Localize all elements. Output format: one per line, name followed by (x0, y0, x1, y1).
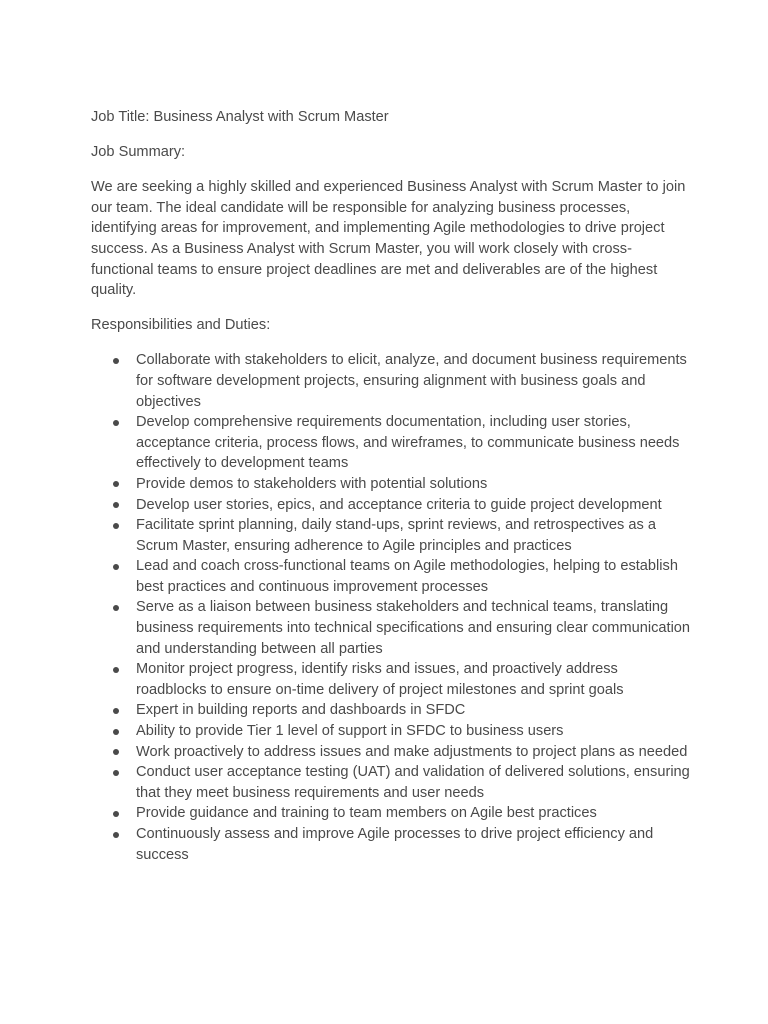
list-item (91, 721, 691, 742)
list-item (91, 824, 691, 865)
list-item (91, 700, 691, 721)
summary-heading: Job Summary: (91, 144, 186, 161)
list-item-text: Collaborate with stakeholders to elicit, analyze, and document business requirements for software development projects, ensuring alignment with business goals and objectives (136, 352, 687, 410)
responsibilities-heading: Responsibilities and Duties: (91, 317, 271, 334)
bullet-icon (113, 708, 119, 714)
bullet-icon (113, 770, 119, 776)
list-item-text: Provide guidance and training to team members on Agile best practices (136, 805, 597, 822)
list-item (91, 474, 691, 495)
list-item-text: Conduct user acceptance testing (UAT) and validation of delivered solutions, ensuring that they meet business requirements and user needs (136, 764, 690, 801)
list-item-text: Develop comprehensive requirements documentation, including user stories, acceptance criteria, process flows, and wireframes, to communicate business needs effectively to development teams (136, 414, 680, 472)
list-item-text: Expert in building reports and dashboards in SFDC (136, 702, 466, 719)
bullet-icon (113, 420, 119, 426)
bullet-icon (113, 749, 119, 755)
list-item-text: Ability to provide Tier 1 level of support in SFDC to business users (136, 723, 564, 740)
list-item-text: Develop user stories, epics, and acceptance criteria to guide project development (136, 496, 662, 513)
bullet-icon (113, 811, 119, 817)
list-item (91, 350, 691, 412)
document-content (91, 107, 691, 865)
list-item (91, 495, 691, 516)
bullet-icon (113, 729, 119, 735)
list-item (91, 515, 691, 556)
bullet-icon (113, 832, 119, 838)
list-item-text: Provide demos to stakeholders with potential solutions (136, 475, 488, 492)
summary-paragraph: We are seeking a highly skilled and experienced Business Analyst with Scrum Master to join our team. The ideal candidate will be responsible for analyzing business processes, identifying areas for improvement, and implementing Agile methodologies to drive project success. As a Business Analyst with Scrum Master, you will work closely with cross-functional teams to ensure project deadlines are met and deliverables are of the highest quality. (91, 179, 686, 299)
list-item-text: Monitor project progress, identify risks and issues, and proactively address roadblocks to ensure on-time delivery of project milestones and sprint goals (136, 661, 624, 698)
list-item (91, 412, 691, 474)
job-title: Job Title: Business Analyst with Scrum Master (91, 109, 389, 125)
responsibilities-list (91, 350, 691, 865)
list-item-text: Lead and coach cross-functional teams on Agile methodologies, helping to establish best practices and continuous improvement processes (136, 558, 678, 595)
bullet-icon (113, 523, 119, 529)
list-item (91, 659, 691, 700)
bullet-icon (113, 667, 119, 673)
list-item (91, 742, 691, 763)
list-item (91, 597, 691, 659)
bullet-icon (113, 481, 119, 487)
list-item (91, 762, 691, 803)
bullet-icon (113, 502, 119, 508)
bullet-icon (113, 564, 119, 570)
list-item-text: Work proactively to address issues and make adjustments to project plans as needed (136, 743, 688, 760)
list-item (91, 803, 691, 824)
list-item (91, 556, 691, 597)
list-item-text: Serve as a liaison between business stakeholders and technical teams, translating business requirements into technical specifications and ensuring clear communication and understanding between all parties (136, 599, 691, 657)
list-item-text: Continuously assess and improve Agile processes to drive project efficiency and success (136, 826, 654, 863)
bullet-icon (113, 605, 119, 611)
list-item-text: Facilitate sprint planning, daily stand-ups, sprint reviews, and retrospectives as a Scrum Master, ensuring adherence to Agile principles and practices (136, 517, 656, 554)
bullet-icon (113, 358, 119, 364)
